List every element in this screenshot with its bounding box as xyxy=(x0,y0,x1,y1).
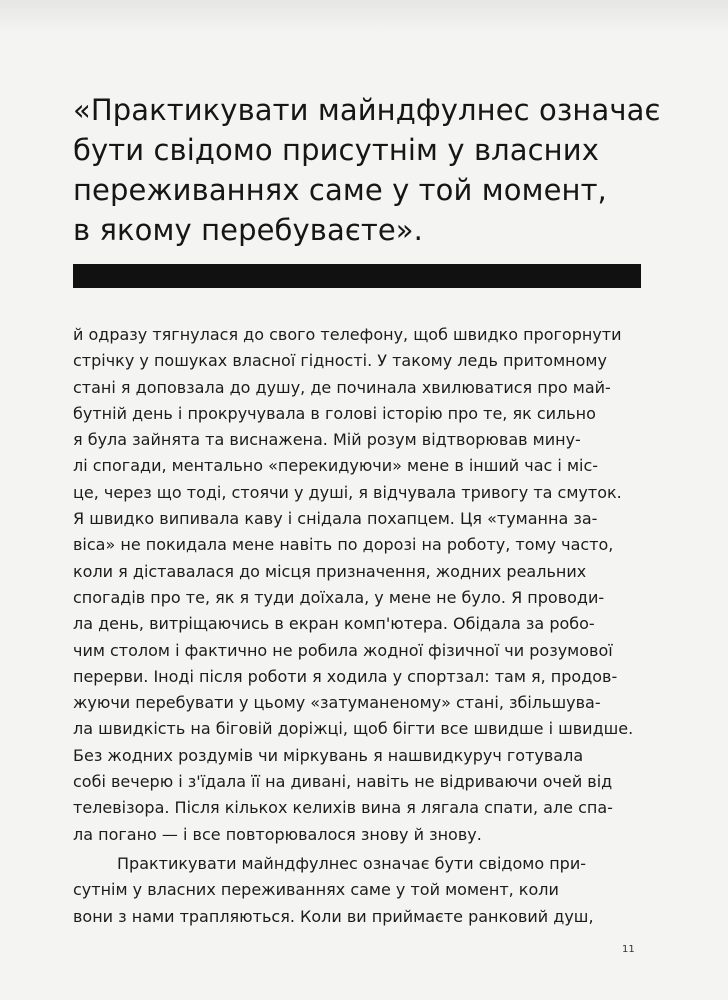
text-line: ла швидкість на біговій доріжці, щоб бігти все швидше і швидше. xyxy=(73,719,634,739)
page-number: 11 xyxy=(622,944,635,955)
text-line: Я швидко випивала каву і снідала похапцем. Ця «туманна за- xyxy=(73,509,598,529)
text-line: вони з нами трапляються. Коли ви приймаєте ранковий душ, xyxy=(73,906,594,926)
text-line: перерви. Іноді після роботи я ходила у спортзал: там я, продов- xyxy=(73,666,618,686)
top-page-edge xyxy=(0,0,728,34)
text-line: віса» не покидала мене навіть по дорозі на роботу, тому часто, xyxy=(73,535,614,555)
text-line: Без жодних роздумів чи міркувань я нашвидкуруч готувала xyxy=(73,745,584,765)
text-line: стрічку у пошуках власної гідності. У такому ледь притомному xyxy=(73,351,607,371)
text-line: й одразу тягнулася до свого телефону, щоб швидко прогорнути xyxy=(73,325,622,344)
text-line: лі спогади, ментально «перекидуючи» мене в інший час і міс- xyxy=(73,456,599,476)
body-text xyxy=(73,322,643,930)
text-line: спогадів про те, як я туди доїхала, у мене не було. Я проводи- xyxy=(73,587,605,607)
paragraph-2 xyxy=(73,851,643,930)
text-line: жуючи перебувати у цьому «затуманеному» стані, збільшува- xyxy=(73,693,601,713)
text-line: це, через що тоді, стоячи у душі, я відчувала тривогу та смуток. xyxy=(73,482,622,502)
text-line: ла день, витріщаючись в екран комп'ютера. Обідала за робо- xyxy=(73,614,595,634)
text-line: собі вечерю і з'їдала її на дивані, навіть не відриваючи очей від xyxy=(73,772,613,792)
paragraph-1 xyxy=(73,322,643,848)
pull-quote-line: «Практикувати майндфулнес означає xyxy=(73,93,661,127)
text-line: стані я доповзала до душу, де починала хвилюватися про май- xyxy=(73,377,611,397)
pull-quote-line: переживаннях саме у той момент, xyxy=(73,173,607,207)
pull-quote-line: в якому перебуваєте». xyxy=(73,213,423,247)
black-divider-bar xyxy=(73,264,641,288)
text-line: сутнім у власних переживаннях саме у той момент, коли xyxy=(73,880,559,900)
text-line: я була зайнята та виснажена. Мій розум відтворював мину- xyxy=(73,430,581,450)
text-line: ла погано — і все повторювалося знову й знову. xyxy=(73,824,482,844)
text-line: чим столом і фактично не робила жодної фізичної чи розумової xyxy=(73,640,613,660)
text-line: бутній день і прокручувала в голові історію про те, як сильно xyxy=(73,403,596,423)
pull-quote-line: бути свідомо присутнім у власних xyxy=(73,133,599,167)
text-line: телевізора. Після кількох келихів вина я лягала спати, але спа- xyxy=(73,798,613,818)
text-line: коли я діставалася до місця призначення, жодних реальних xyxy=(73,561,587,581)
pull-quote xyxy=(73,90,673,250)
text-line: Практикувати майндфулнес означає бути свідомо при- xyxy=(117,853,586,873)
